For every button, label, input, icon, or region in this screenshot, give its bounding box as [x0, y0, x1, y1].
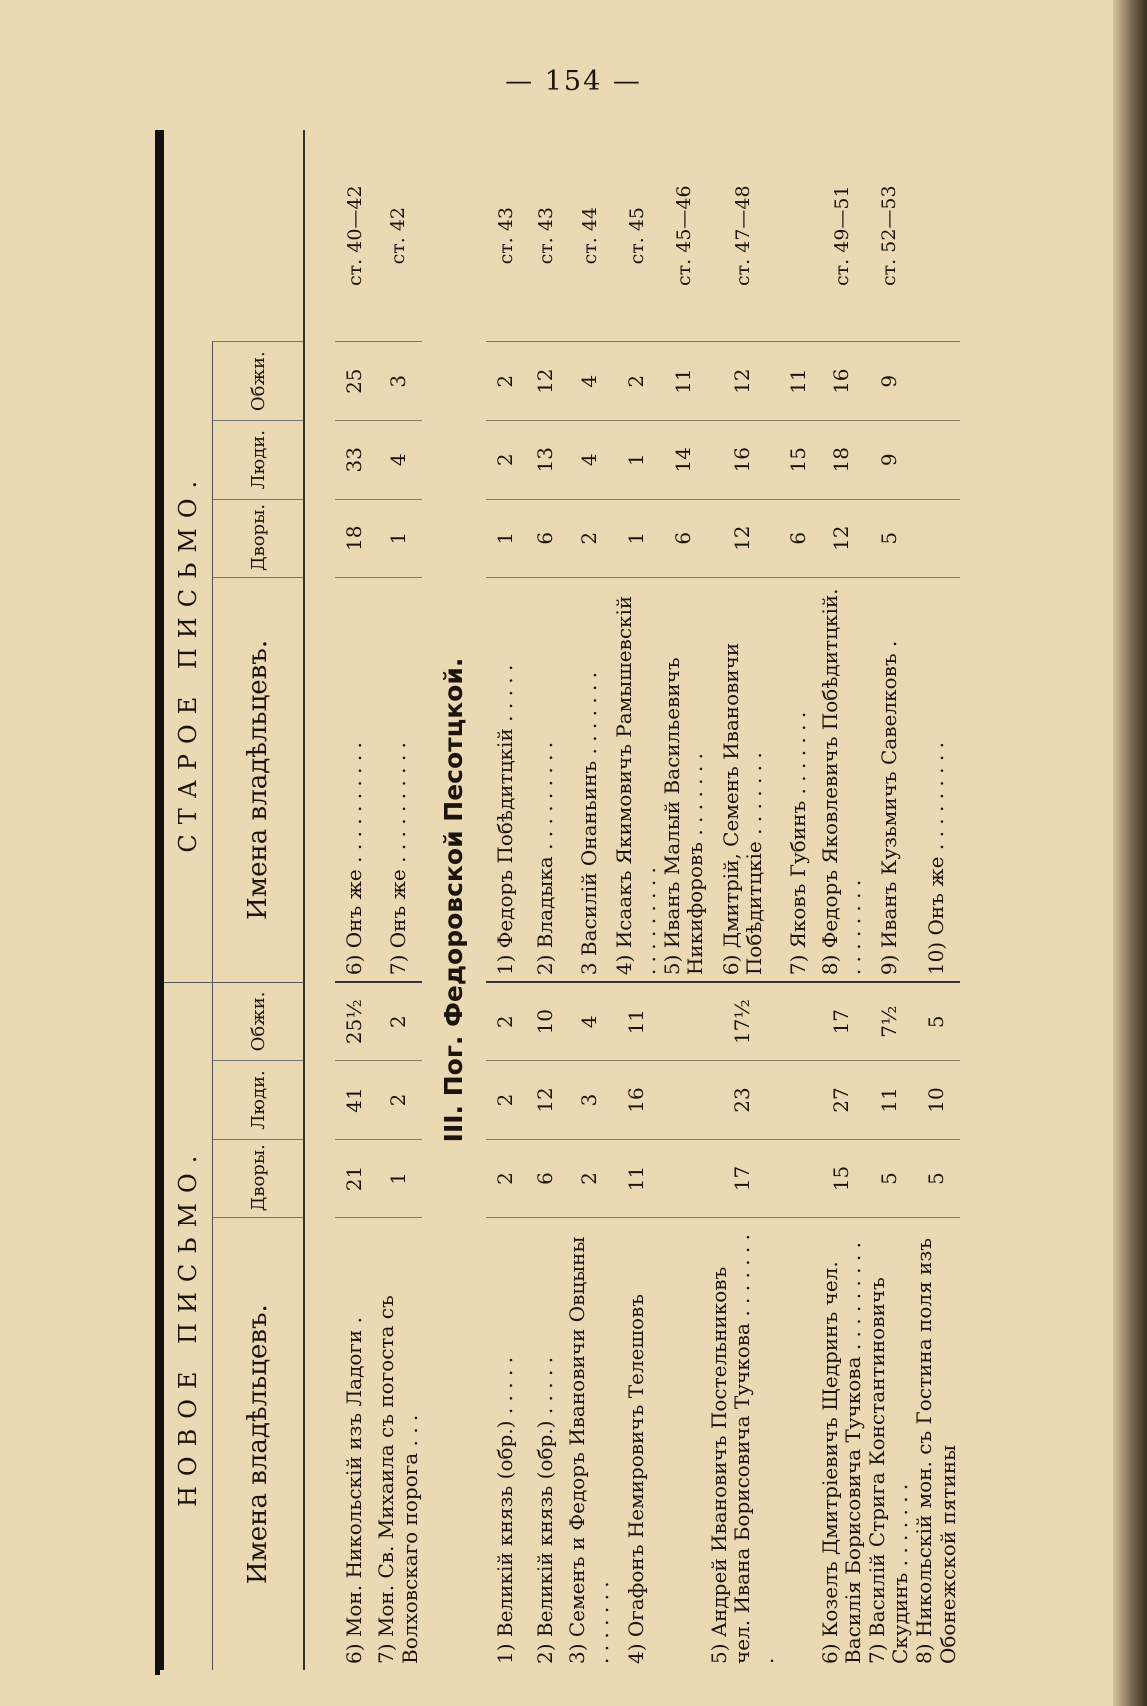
old-yards-value: 6: [779, 499, 819, 578]
old-yards-value: 6: [526, 499, 566, 578]
old-people-value: 13: [526, 420, 566, 499]
book-spine-shadow: [1113, 0, 1147, 1706]
yards-value: 15: [819, 1139, 866, 1218]
obzhi-value: [661, 982, 708, 1061]
old-people-value: 4: [566, 420, 613, 499]
obzhi-value: 17: [819, 982, 866, 1061]
yards-value: 1: [375, 1139, 422, 1218]
old-yards-value: 5: [866, 499, 913, 578]
yards-value: 5: [866, 1139, 913, 1218]
old-owner-name: 10) Онъ же . . . . . . . . .: [913, 578, 960, 983]
old-yards-value: 12: [708, 499, 779, 578]
yards-value: 2: [486, 1139, 526, 1218]
old-obzhi-value: 2: [486, 342, 526, 421]
reference-value: ст. 49—51: [819, 130, 866, 342]
obzhi-value: 4: [566, 982, 613, 1061]
old-yards-value: 1: [613, 499, 660, 578]
yards-value: [661, 1139, 708, 1218]
owner-name: 8) Никольскій мон. съ Гостина поля изъ Обонежской пятины: [911, 1237, 960, 1664]
section-title-row: [422, 130, 486, 1670]
old-people-value: 1: [613, 420, 660, 499]
table-row: [335, 130, 375, 1670]
rows-after: [486, 130, 960, 1670]
obzhi-value: [779, 982, 819, 1061]
old-people-value: 2: [486, 420, 526, 499]
old-owner-name: 3 Василій Онаньинъ . . . . . . .: [566, 578, 613, 983]
old-yards-value: 18: [335, 499, 375, 578]
col-yards: Дворы.: [213, 1139, 305, 1218]
obzhi-value: 17½: [708, 982, 779, 1061]
old-owner-name: 6) Онъ же . . . . . . . . . .: [335, 578, 375, 983]
old-people-value: 18: [819, 420, 866, 499]
yards-value: 21: [335, 1139, 375, 1218]
table-row: [866, 130, 913, 1670]
people-value: 3: [566, 1061, 613, 1140]
owner-name: 7) Василій Стрига Константиновичъ Скудинъ . . . . . . .: [864, 1277, 913, 1664]
old-owner-name: 5) Иванъ Малый Васильевичъ Никифоровъ . . . . . . .: [661, 578, 708, 983]
owner-name: [779, 1218, 819, 1670]
people-value: [661, 1061, 708, 1140]
col-yards-old: Дворы.: [213, 499, 305, 578]
reference-value: ст. 44: [566, 130, 613, 342]
owners-table: [160, 130, 960, 1670]
reference-value: ст. 52—53: [866, 130, 913, 342]
old-obzhi-value: 16: [819, 342, 866, 421]
reference-value: ст. 42: [375, 130, 422, 342]
owner-name: 1) Великій князь (обр.) . . . . .: [493, 1356, 518, 1664]
owner-name: 2) Великій князь (обр.) . . . . .: [533, 1356, 558, 1664]
old-people-value: 14: [661, 420, 708, 499]
people-value: 27: [819, 1061, 866, 1140]
people-value: 12: [526, 1061, 566, 1140]
owner-name: 3) Семенъ и Федоръ Ивановичи Овцыны . . . . . . .: [565, 1236, 613, 1664]
table-row: [566, 130, 613, 1670]
table-row: [375, 130, 422, 1670]
table-row: [613, 130, 660, 1670]
table-row: [661, 130, 708, 1670]
old-owner-name: 7) Онъ же . . . . . . . . . .: [375, 578, 422, 983]
reference-value: ст. 40—42: [335, 130, 375, 342]
old-people-value: 4: [375, 420, 422, 499]
old-obzhi-value: 9: [866, 342, 913, 421]
owner-name: 4) Огафонъ Немировичъ Телешовъ: [624, 1293, 649, 1664]
old-people-value: 9: [866, 420, 913, 499]
people-value: 10: [913, 1061, 960, 1140]
old-obzhi-value: 12: [708, 342, 779, 421]
col-obzhi-old: Обжи.: [213, 342, 305, 421]
old-obzhi-value: 11: [661, 342, 708, 421]
reference-value: ст. 47—48: [708, 130, 779, 342]
obzhi-value: 2: [375, 982, 422, 1061]
old-owner-name: 6) Дмитрій, Семенъ Ивановичи Побѣдитцкіе . . . . . . .: [708, 578, 779, 983]
table-row: [526, 130, 566, 1670]
table-row: [819, 130, 866, 1670]
old-people-value: 16: [708, 420, 779, 499]
people-value: 23: [708, 1061, 779, 1140]
owner-name: 6) Мон. Никольскій изъ Ладоги .: [342, 1317, 367, 1664]
old-owner-name: 1) Федоръ Побѣдитцкій . . . . .: [486, 578, 526, 983]
old-obzhi-value: [913, 342, 960, 421]
people-value: 2: [375, 1061, 422, 1140]
owner-name: 7) Мон. Св. Михаила съ погоста съ Волховскаго порога . . .: [374, 1295, 422, 1664]
section-title: III. Пог. Федоровской Песотцкой.: [439, 657, 469, 1143]
table-row: [913, 130, 960, 1670]
reference-value: [779, 130, 819, 342]
old-yards-value: [913, 499, 960, 578]
people-value: 11: [866, 1061, 913, 1140]
old-owner-name: 9) Иванъ Кузьмичъ Савелковъ .: [866, 578, 913, 983]
col-people: Люди.: [213, 1061, 305, 1140]
yards-value: 2: [566, 1139, 613, 1218]
yards-value: [779, 1139, 819, 1218]
reference-value: [913, 130, 960, 342]
old-yards-value: 12: [819, 499, 866, 578]
old-yards-value: 2: [566, 499, 613, 578]
old-people-value: 15: [779, 420, 819, 499]
table-row: [779, 130, 819, 1670]
old-obzhi-value: 3: [375, 342, 422, 421]
people-value: 41: [335, 1061, 375, 1140]
people-value: 2: [486, 1061, 526, 1140]
owner-name: [661, 1218, 708, 1670]
obzhi-value: 25½: [335, 982, 375, 1061]
col-names-old: Имена владѣльцевъ.: [213, 578, 305, 983]
reference-value: ст. 43: [526, 130, 566, 342]
old-obzhi-value: 25: [335, 342, 375, 421]
obzhi-value: 5: [913, 982, 960, 1061]
old-yards-value: 1: [375, 499, 422, 578]
yards-value: 5: [913, 1139, 960, 1218]
owner-name: 5) Андрей Ивановичъ Постельниковъ чел. Ивана Борисовича Тучкова . . . . . . . .: [706, 1234, 778, 1664]
old-letter-header: СТАРОЕ ПИСЬМО.: [162, 342, 213, 982]
old-owner-name: 4) Исаакъ Якимовичъ Рамышевскій . . . . . . . . .: [613, 578, 660, 983]
old-owner-name: 7) Яковъ Губинъ . . . . . . .: [779, 578, 819, 983]
rotated-table-wrapper: [160, 130, 1045, 1670]
old-people-value: 33: [335, 420, 375, 499]
owner-name: 6) Козелъ Дмитріевичъ Щедринъ чел. Василія Борисовича Тучкова . . . . . . . . .: [817, 1242, 866, 1664]
col-obzhi: Обжи.: [213, 982, 305, 1061]
old-obzhi-value: 12: [526, 342, 566, 421]
header-corner: [162, 130, 213, 342]
new-letter-header: НОВОЕ ПИСЬМО.: [162, 982, 213, 1670]
reference-value: ст. 45—46: [661, 130, 708, 342]
people-value: [779, 1061, 819, 1140]
obzhi-value: 11: [613, 982, 660, 1061]
old-yards-value: 6: [661, 499, 708, 578]
yards-value: 11: [613, 1139, 660, 1218]
yards-value: 6: [526, 1139, 566, 1218]
reference-value: ст. 45: [613, 130, 660, 342]
col-people-old: Люди.: [213, 420, 305, 499]
yards-value: 17: [708, 1139, 779, 1218]
old-obzhi-value: 2: [613, 342, 660, 421]
old-owner-name: 8) Федоръ Яковлевичъ Побѣдитцкій. . . . . . . . .: [819, 578, 866, 983]
old-obzhi-value: 4: [566, 342, 613, 421]
page-number: — 154 —: [505, 66, 642, 97]
old-people-value: [913, 420, 960, 499]
old-obzhi-value: 11: [779, 342, 819, 421]
people-value: 16: [613, 1061, 660, 1140]
col-names-new: Имена владѣльцевъ.: [213, 1218, 305, 1670]
col-reference: [213, 130, 305, 342]
table-row: [708, 130, 779, 1670]
obzhi-value: 10: [526, 982, 566, 1061]
old-owner-name: 2) Владыка . . . . . . . . .: [526, 578, 566, 983]
obzhi-value: 7½: [866, 982, 913, 1061]
reference-value: ст. 43: [486, 130, 526, 342]
obzhi-value: 2: [486, 982, 526, 1061]
table-row: [486, 130, 526, 1670]
old-yards-value: 1: [486, 499, 526, 578]
